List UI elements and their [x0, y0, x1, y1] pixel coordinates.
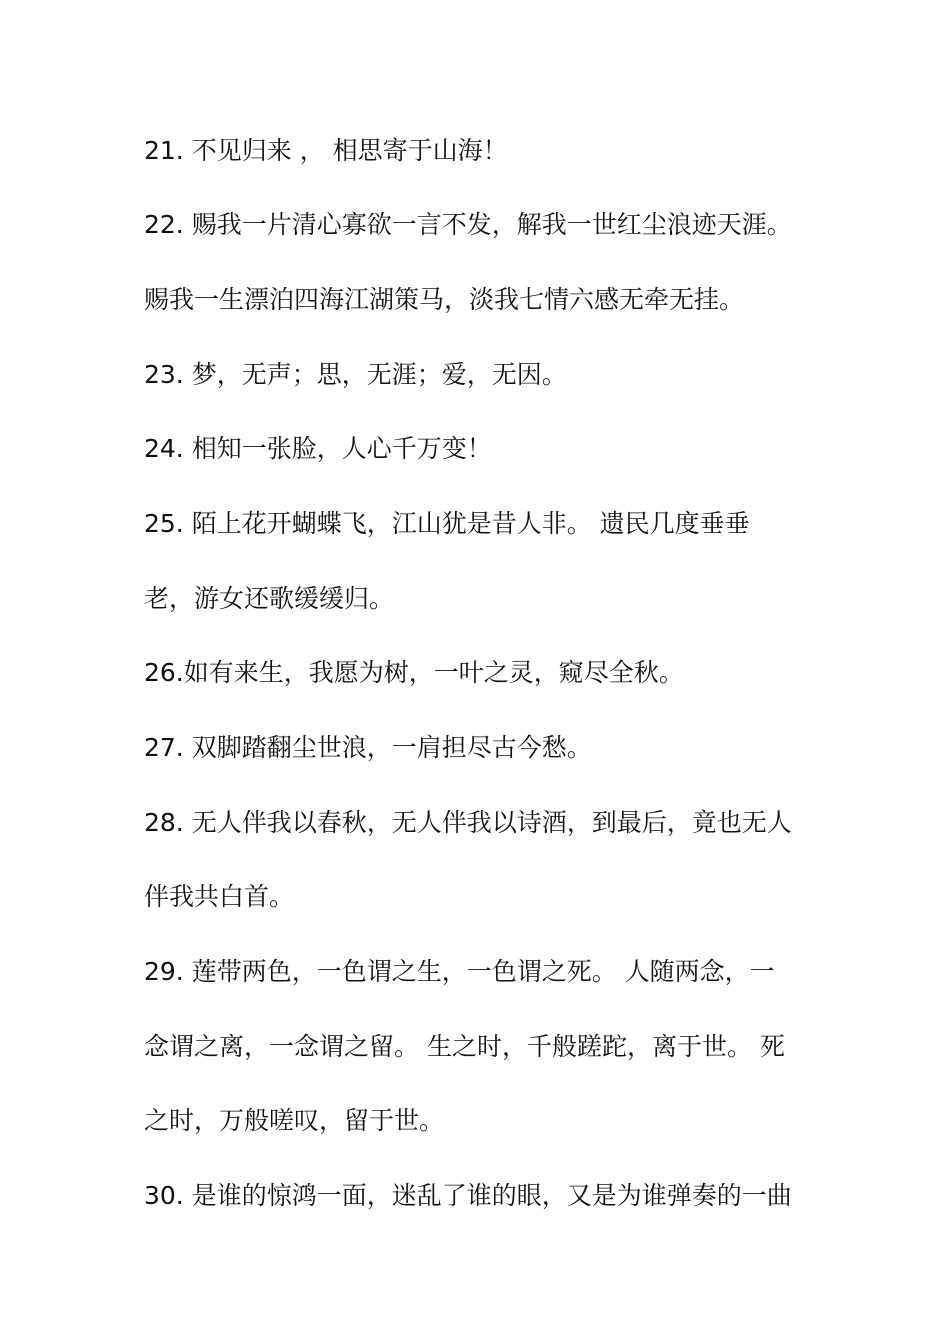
text-line: 伴我共白首。 [144, 882, 295, 911]
text-line: 24. 相知一张脸，人心千万变！ [144, 434, 492, 463]
text-line: 念谓之离，一念谓之留。 生之时，千般蹉跎，离于世。 死 [144, 1032, 785, 1061]
text-line: 25. 陌上花开蝴蝶飞，江山犹是昔人非。 遗民几度垂垂 [144, 509, 750, 538]
text-line: 22. 赐我一片清心寡欲一言不发，解我一世红尘浪迹天涯。 [144, 210, 792, 239]
text-line: 26.如有来生，我愿为树，一叶之灵，窥尽全秋。 [144, 658, 684, 687]
text-line: 23. 梦，无声；思，无涯；爱，无因。 [144, 360, 567, 389]
text-line: 赐我一生漂泊四海江湖策马，淡我七情六感无牵无挂。 [144, 285, 745, 314]
text-line: 30. 是谁的惊鸿一面，迷乱了谁的眼，又是为谁弹奏的一曲 [144, 1181, 792, 1210]
text-line: 老，游女还歌缓缓归。 [144, 584, 395, 613]
text-line: 28. 无人伴我以春秋，无人伴我以诗酒，到最后，竟也无人 [144, 808, 792, 837]
text-line: 21. 不见归来 ， 相思寄于山海！ [144, 136, 508, 165]
text-line: 之时，万般嗟叹，留于世。 [144, 1106, 445, 1135]
text-line: 29. 莲带两色，一色谓之生，一色谓之死。 人随两念，一 [144, 957, 775, 986]
text-line: 27. 双脚踏翻尘世浪，一肩担尽古今愁。 [144, 733, 592, 762]
